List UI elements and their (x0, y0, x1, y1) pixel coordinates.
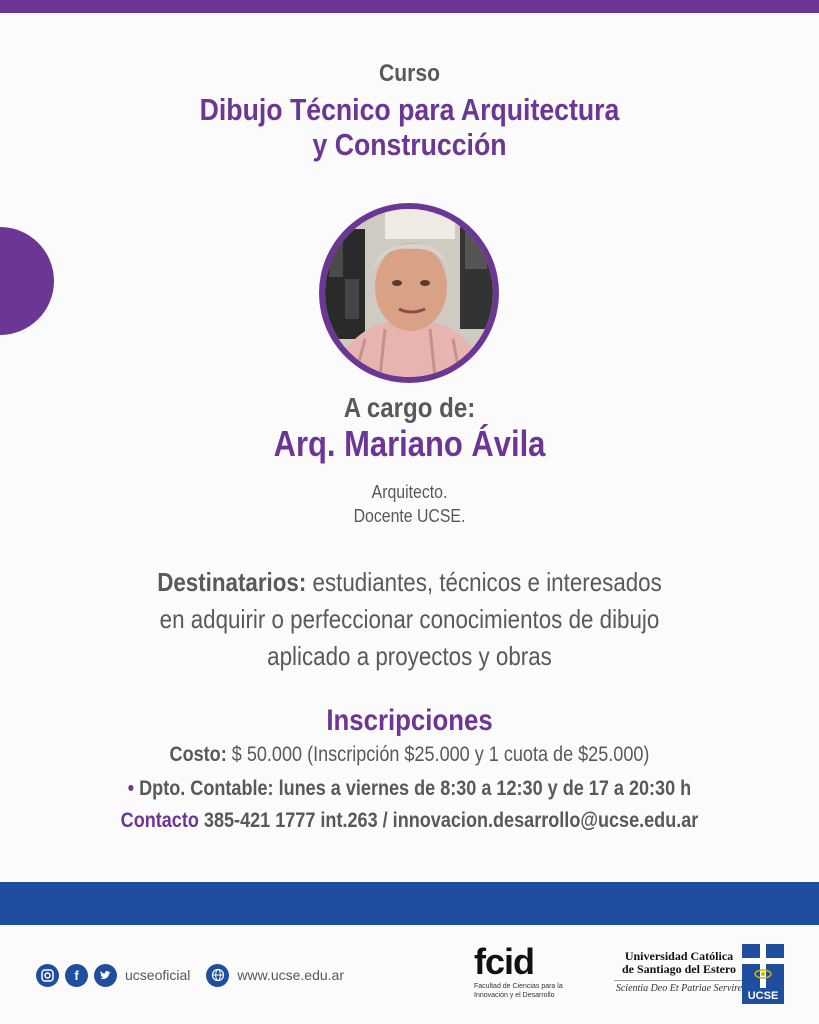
contact-line (57, 808, 761, 834)
hours-line (57, 776, 761, 802)
fcid-logo (474, 942, 584, 1000)
audience-label: Destinatarios: (157, 567, 307, 597)
ucse-name-line2: de Santiago del Estero (621, 962, 737, 976)
teacher-role (49, 480, 770, 528)
cost-line (57, 742, 761, 768)
globe-icon (206, 964, 229, 987)
audience-line2: en adquirir o perfeccionar conocimientos de dibujo (159, 604, 660, 634)
course-kicker: Curso (378, 60, 441, 87)
cost-label: Costo: (169, 743, 227, 766)
decorative-half-circle (0, 227, 54, 335)
audience-block (57, 564, 761, 675)
inscripciones-title: Inscripciones (326, 704, 493, 737)
ucse-name-block (614, 950, 744, 994)
bullet-icon: • (127, 777, 135, 800)
instagram-icon[interactable] (36, 964, 59, 987)
teacher-role-line2: Docente UCSE. (353, 506, 466, 526)
blue-band (0, 882, 819, 925)
ucse-logo (742, 944, 784, 1004)
fcid-wordmark: fcid (474, 941, 535, 982)
teacher-photo (325, 209, 493, 377)
facebook-icon[interactable]: f (65, 964, 88, 987)
contact-label: Contacto (120, 809, 199, 832)
ucse-name-line1: Universidad Católica (624, 949, 734, 963)
teacher-photo-frame (319, 203, 499, 383)
course-title-line2: y Construcción (312, 127, 507, 162)
social-handle[interactable]: ucseoficial (125, 967, 191, 983)
cost-value: $ 50.000 (Inscripción $25.000 y 1 cuota de $25.000) (226, 743, 650, 766)
fcid-subtitle-line1: Facultad de Ciencias para la (474, 983, 563, 990)
twitter-icon[interactable] (94, 964, 117, 987)
teacher-role-line1: Arquitecto. (371, 482, 448, 502)
teacher-label: A cargo de: (343, 392, 476, 423)
fcid-subtitle-line2: Innovación y el Desarrollo (474, 992, 555, 999)
contact-value[interactable]: 385-421 1777 int.263 / innovacion.desarrollo@ucse.edu.ar (198, 809, 699, 832)
teacher-name: Arq. Mariano Ávila (273, 423, 546, 464)
ucse-logo-text: UCSE (747, 990, 779, 1002)
website-link[interactable]: www.ucse.edu.ar (237, 967, 344, 983)
audience-line1-text: estudiantes, técnicos e interesados (306, 567, 662, 597)
course-title-line1: Dibujo Técnico para Arquitectura (199, 92, 620, 127)
ucse-motto: Scientia Deo Et Patriae Servire (614, 980, 744, 994)
audience-line3: aplicado a proyectos y obras (267, 641, 552, 671)
course-title (57, 92, 761, 162)
audience-line1 (57, 564, 761, 601)
hours-text: Dpto. Contable: lunes a viernes de 8:30 a 12:30 y de 17 a 20:30 h (134, 777, 692, 800)
footer-social (36, 962, 360, 988)
top-accent-bar (0, 0, 819, 13)
